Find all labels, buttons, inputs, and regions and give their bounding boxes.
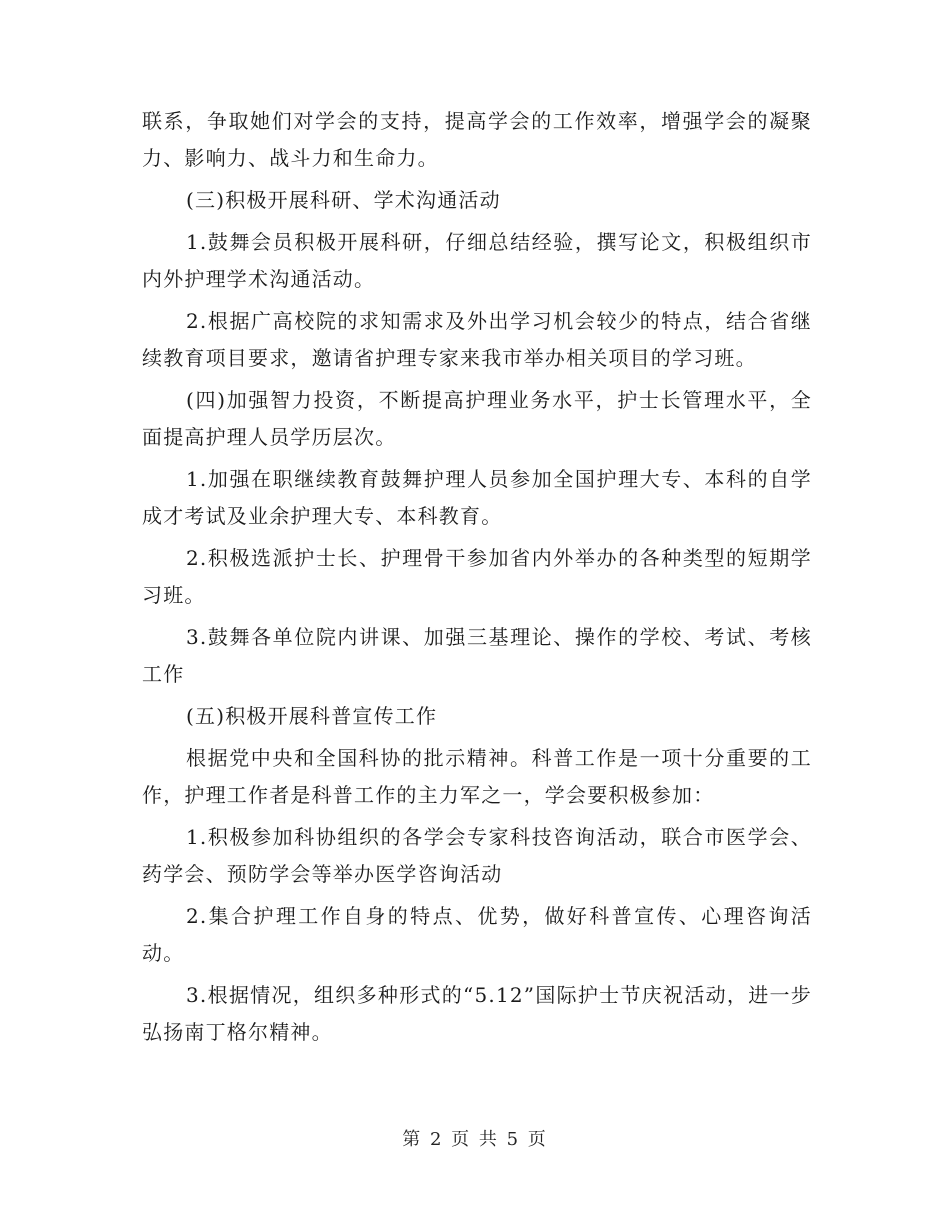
paragraph-5-1: 1.积极参加科协组织的各学会专家科技咨询活动，联合市医学会、药学会、预防学会等举办医学咨询活动 <box>142 825 812 886</box>
section-heading-3: (三)积极开展科研、学术沟通活动 <box>186 188 501 212</box>
paragraph-5-intro: 根据党中央和全国科协的批示精神。科普工作是一项十分重要的工作，护理工作者是科普工作的主力军之一，学会要积极参加： <box>142 746 812 807</box>
paragraph-3-2: 2.根据广高校院的求知需求及外出学习机会较少的特点，结合省继续教育项目要求，邀请省护理专家来我市举办相关项目的学习班。 <box>142 309 812 370</box>
paragraph-4-3: 3.鼓舞各单位院内讲课、加强三基理论、操作的学校、考试、考核工作 <box>142 625 812 686</box>
paragraph-4-1: 1.加强在职继续教育鼓舞护理人员参加全国护理大专、本科的自学成才考试及业余护理大专、本科教育。 <box>142 467 812 528</box>
paragraph-1: 联系，争取她们对学会的支持，提高学会的工作效率，增强学会的凝聚力、影响力、战斗力和生命力。 <box>142 109 812 170</box>
paragraph-5-2: 2.集合护理工作自身的特点、优势，做好科普宣传、心理咨询活动。 <box>142 904 812 965</box>
paragraph-5-3: 3.根据情况，组织多种形式的“5.12”国际护士节庆祝活动，进一步弘扬南丁格尔精神。 <box>142 983 812 1044</box>
page-number-footer: 第 2 页 共 5 页 <box>402 1129 548 1150</box>
paragraph-3-1: 1.鼓舞会员积极开展科研，仔细总结经验，撰写论文，积极组织市内外护理学术沟通活动。 <box>142 230 812 291</box>
section-heading-4: (四)加强智力投资，不断提高护理业务水平，护士长管理水平，全面提高护理人员学历层次。 <box>142 388 812 449</box>
paragraph-4-2: 2.积极选派护士长、护理骨干参加省内外举办的各种类型的短期学习班。 <box>142 546 812 607</box>
section-heading-5: (五)积极开展科普宣传工作 <box>186 704 438 728</box>
document-body <box>142 103 812 1056</box>
